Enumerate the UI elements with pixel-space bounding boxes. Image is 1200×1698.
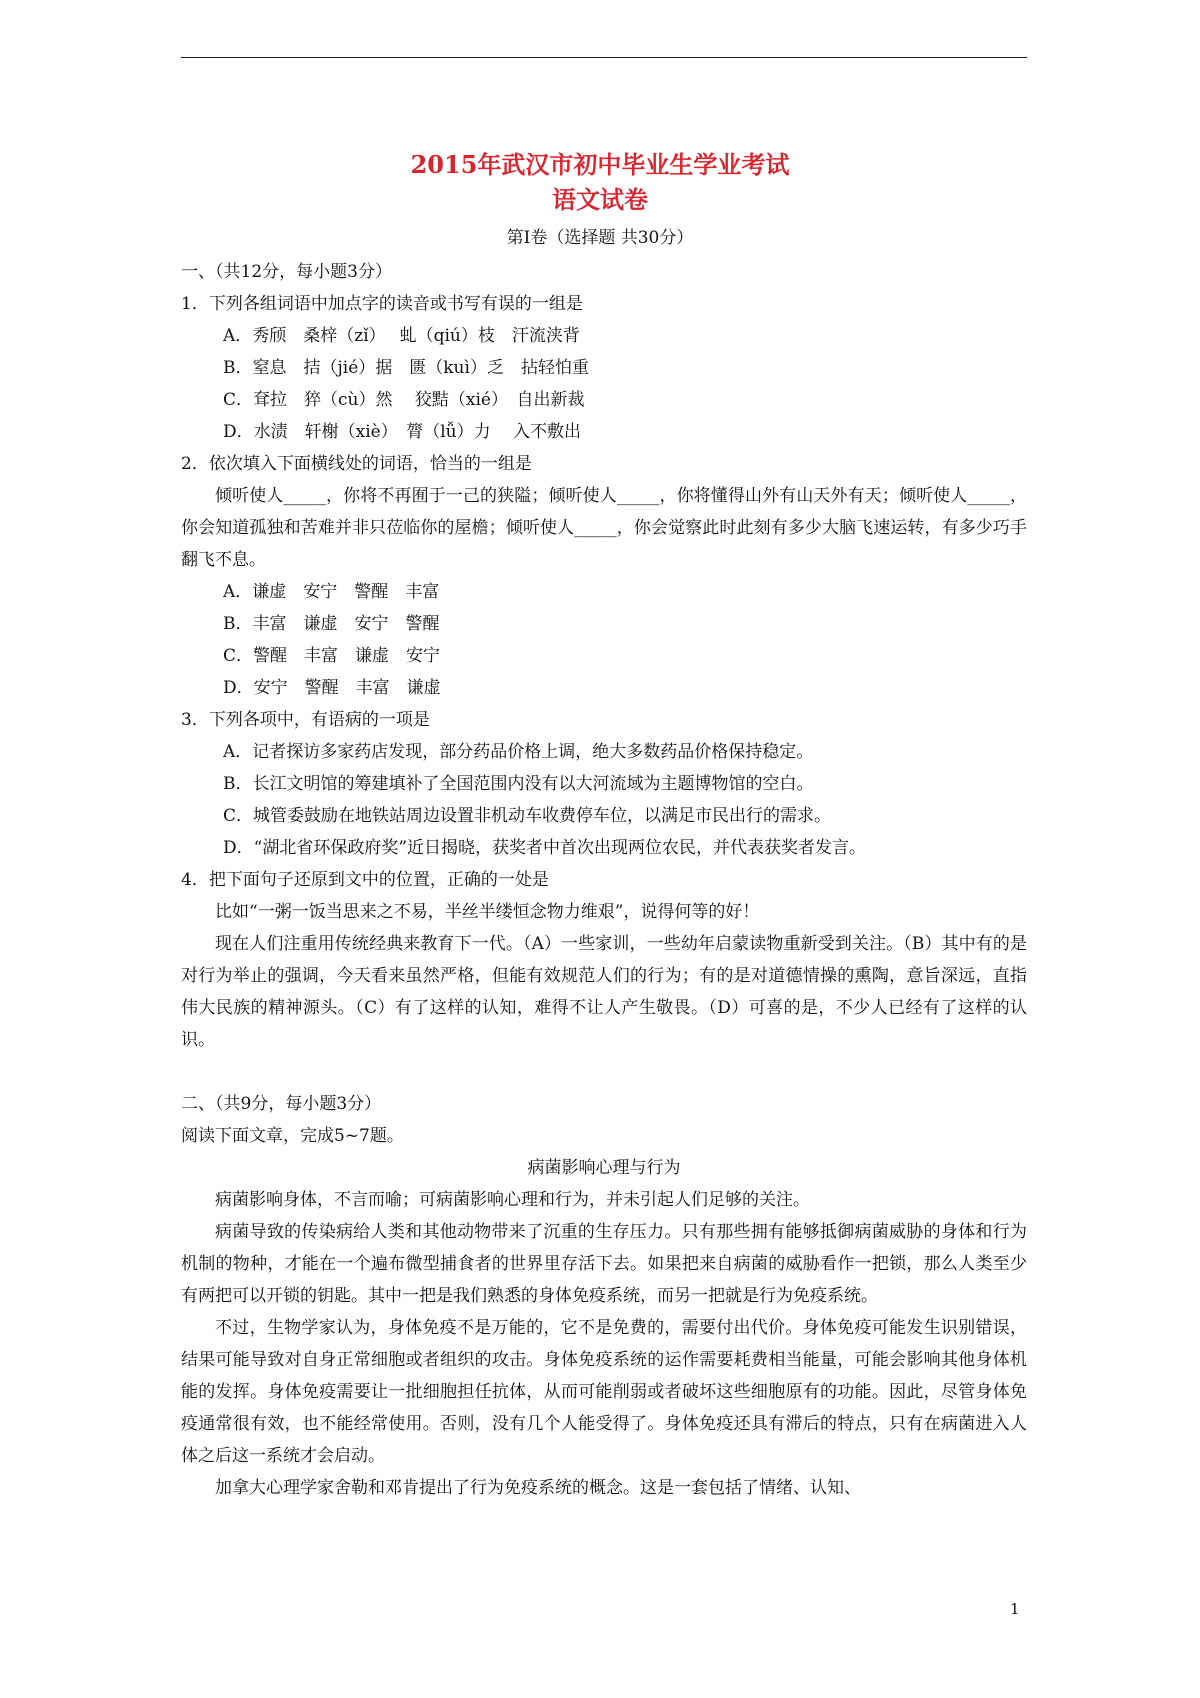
article-paragraph: 病菌导致的传染病给人类和其他动物带来了沉重的生存压力。只有那些拥有能够抵御病菌威胁的身体和行为机制的物种，才能在一个遍布微型捕食者的世界里存活下去。如果把来自病菌的威胁看作一把锁，那么人类至少有两把可以开锁的钥匙。其中一把是我们熟悉的身体免疫系统，而另一把就是行为免疫系统。 <box>181 1222 1027 1306</box>
page-number: 1 <box>1010 1600 1020 1618</box>
question-passage: 倾听使人_____，你将不再囿于一己的狭隘；倾听使人_____，你将懂得山外有山天外有天；倾听使人_____，你会知道孤独和苦难并非只莅临你的屋檐；倾听使人_____，你会觉察此时此刻有多少大脑飞速运转，有多少巧手翻飞不息。 <box>181 486 1027 570</box>
answer-option: A．谦虚 安宁 警醒 丰富 <box>223 582 440 602</box>
article-paragraph: 不过，生物学家认为，身体免疫不是万能的，它不是免费的，需要付出代价。身体免疫可能发生识别错误，结果可能导致对自身正常细胞或者组织的攻击。身体免疫系统的运作需要耗费相当能量，可能会影响其他身体机能的发挥。身体免疫需要让一批细胞担任抗体，从而可能削弱或者破坏这些细胞原有的功能。因此，尽管身体免疫通常很有效，也不能经常使用。否则，没有几个人能受得了。身体免疫还具有滞后的特点，只有在病菌进入人体之后这一系统才会启动。 <box>181 1318 1027 1466</box>
article-paragraph: 病菌影响身体，不言而喻；可病菌影响心理和行为，并未引起人们足够的关注。 <box>215 1190 810 1210</box>
answer-option: C．耷拉 猝（cù）然 狡黠（xié） 自出新裁 <box>223 390 585 410</box>
answer-option: D．水渍 轩榭（xiè） 膂（lǚ）力 入不敷出 <box>223 422 582 442</box>
article-paragraph: 加拿大心理学家舍勒和邓肯提出了行为免疫系统的概念。这是一套包括了情绪、认知、 <box>215 1478 861 1498</box>
header-rule <box>181 57 1027 58</box>
part-title: 第Ⅰ卷（选择题 共30分） <box>506 228 694 248</box>
exam-title: 2015年武汉市初中毕业生学业考试 <box>410 150 790 179</box>
answer-option: C．警醒 丰富 谦虚 安宁 <box>223 646 441 666</box>
answer-option: A．记者探访多家药店发现，部分药品价格上调，绝大多数药品价格保持稳定。 <box>223 742 814 762</box>
answer-option: B．窒息 拮（jié）据 匮（kuì）乏 拈轻怕重 <box>223 358 589 378</box>
exam-content <box>181 256 1027 1504</box>
answer-option: A．秀颀 桑梓（zǐ） 虬（qiú）枝 汗流浃背 <box>223 326 580 346</box>
spacer <box>181 1056 1027 1088</box>
answer-option: B．丰富 谦虚 安宁 警醒 <box>223 614 440 634</box>
question-stem: 1．下列各组词语中加点字的读音或书写有误的一组是 <box>181 294 583 314</box>
section-header: 二、（共9分，每小题3分） <box>181 1094 382 1114</box>
article-title: 病菌影响心理与行为 <box>527 1158 681 1178</box>
question-stem: 4．把下面句子还原到文中的位置，正确的一处是 <box>181 870 549 890</box>
section-header: 一、（共12分，每小题3分） <box>181 262 392 282</box>
question-passage: 现在人们注重用传统经典来教育下一代。（A）一些家训，一些幼年启蒙读物重新受到关注。（B）其中有的是对行为举止的强调，今天看来虽然严格，但能有效规范人们的行为；有的是对道德情操的熏陶，意旨深远，直指伟大民族的精神源头。（C）有了这样的认知，难得不让人产生敬畏。（D）可喜的是，不少人已经有了这样的认识。 <box>181 934 1027 1050</box>
answer-option: D．“湖北省环保政府奖”近日揭晓，获奖者中首次出现两位农民，并代表获奖者发言。 <box>223 838 867 858</box>
answer-option: C．城管委鼓励在地铁站周边设置非机动车收费停车位，以满足市民出行的需求。 <box>223 806 832 826</box>
question-sentence: 比如“一粥一饭当思来之不易，半丝半缕恒念物力维艰”，说得何等的好！ <box>215 902 760 922</box>
answer-option: B．长江文明馆的筹建填补了全国范围内没有以大河流域为主题博物馆的空白。 <box>223 774 814 794</box>
question-stem: 2．依次填入下面横线处的词语，恰当的一组是 <box>181 454 532 474</box>
section-instruction: 阅读下面文章，完成5~7题。 <box>181 1126 404 1146</box>
answer-option: D．安宁 警醒 丰富 谦虚 <box>223 678 441 698</box>
question-stem: 3．下列各项中，有语病的一项是 <box>181 710 430 730</box>
exam-subtitle: 语文试卷 <box>552 185 648 214</box>
